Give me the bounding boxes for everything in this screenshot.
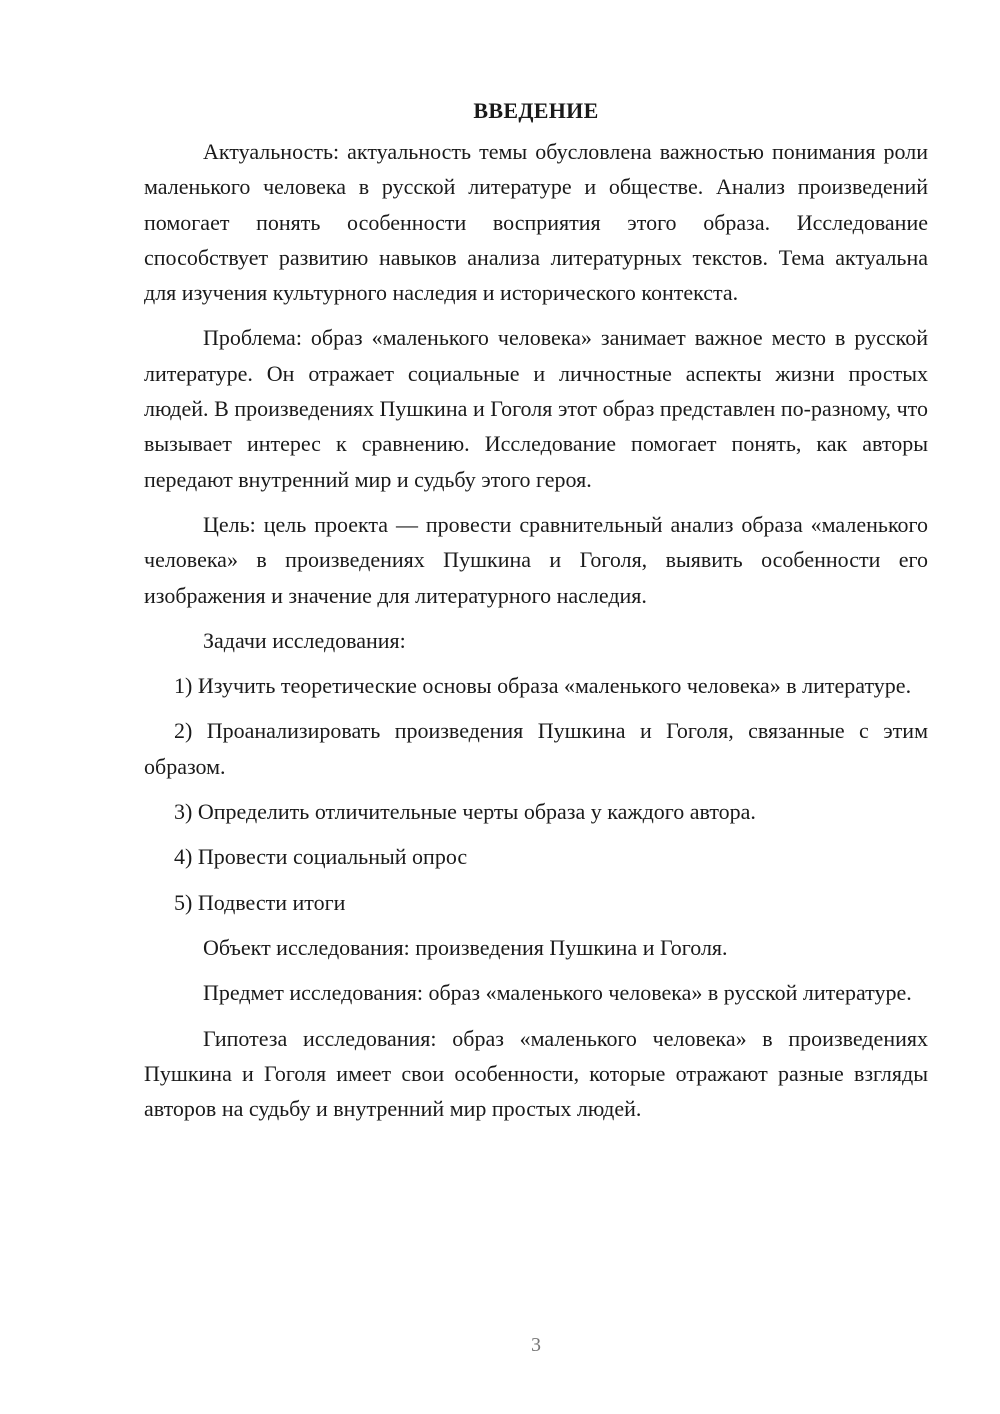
document-page bbox=[144, 96, 928, 1136]
paragraph-hypothesis: Гипотеза исследования: образ «маленького человека» в произведениях Пушкина и Гоголя имеет свои особенности, которые отражают разные взгляды авторов на судьбу и внутренний мир простых людей. bbox=[144, 1025, 928, 1122]
task-item-3: 3) Определить отличительные черты образа у каждого автора. bbox=[174, 799, 756, 825]
task-item-1: 1) Изучить теоретические основы образа «маленького человека» в литературе. bbox=[174, 673, 912, 699]
paragraph-object: Объект исследования: произведения Пушкина и Гоголя. bbox=[203, 934, 728, 960]
page-number: 3 bbox=[531, 1334, 541, 1356]
task-item-2: 2) Проанализировать произведения Пушкина и Гоголя, связанные с этим образом. bbox=[144, 718, 928, 779]
paragraph-relevance: Актуальность: актуальность темы обусловлена важностью понимания роли маленького человека в русской литературе и обществе. Анализ произведений помогает понять особенности восприятия этого образа. Исследование способствует развитию навыков анализа литературных текстов. Тема актуальна для изучения культурного наследия и исторического контекста. bbox=[144, 139, 928, 306]
page-title: ВВЕДЕНИЕ bbox=[473, 98, 599, 123]
task-item-5: 5) Подвести итоги bbox=[174, 889, 346, 915]
paragraph-problem: Проблема: образ «маленького человека» занимает важное место в русской литературе. Он отражает социальные и личностные аспекты жизни простых людей. В произведениях Пушкина и Гоголя этот образ представлен по-разному, что вызывает интерес к сравнению. Исследование помогает понять, как авторы передают внутренний мир и судьбу этого героя. bbox=[144, 325, 928, 492]
paragraph-goal: Цель: цель проекта — провести сравнительный анализ образа «маленького человека» в произведениях Пушкина и Гоголя, выявить особенности его изображения и значение для литературного наследия. bbox=[144, 511, 928, 608]
paragraph-tasks-heading: Задачи исследования: bbox=[203, 627, 406, 653]
paragraph-subject: Предмет исследования: образ «маленького человека» в русской литературе. bbox=[203, 980, 912, 1006]
task-item-4: 4) Провести социальный опрос bbox=[174, 844, 468, 870]
